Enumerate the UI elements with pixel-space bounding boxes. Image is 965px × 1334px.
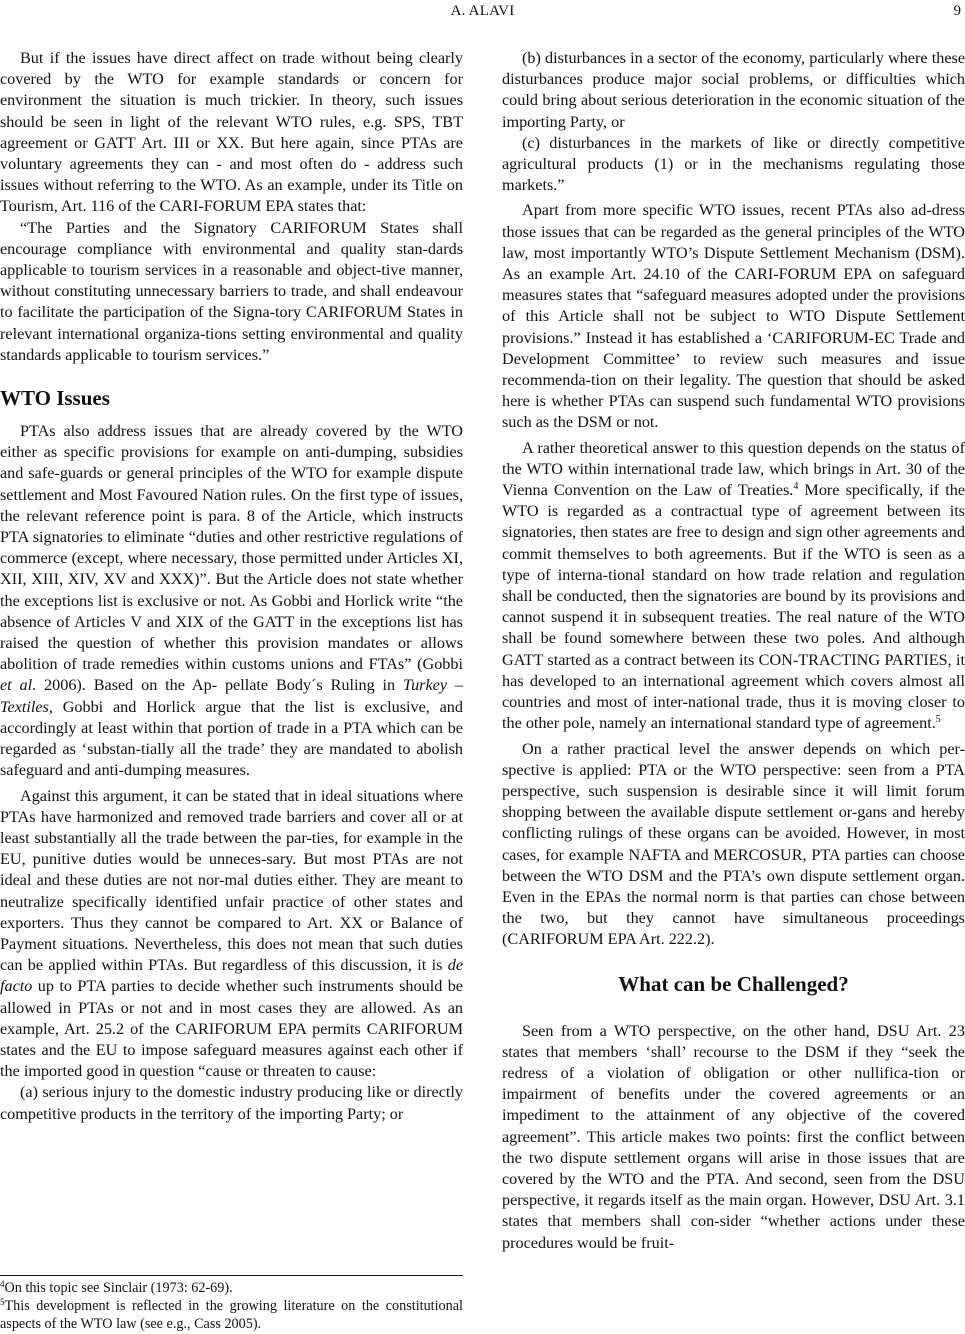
paragraph-against-argument [0,786,463,1083]
quoted-article-116: “The Parties and the Signatory CARIFORUM States shall encourage compliance with environmental and quality stan-dards applicable to tourism services in a reasonable and object-tive manner, without constituting unnecessary barriers to trade, and shall endeavour to facilitate the participation of the Signa-tory CARIFORUM States in relevant international organiza-tions setting environmental and quality standards applicable to tourism services.” [0,218,463,364]
text-run: . 2006). Based on the Ap- pellate Body´s Ruling in [32,676,403,695]
italic-et-al: et al [0,676,33,695]
text-run: A rather theoretical answer to this question depends on the status of the WTO within international trade law, which brings in Art. 30 of the Vienna Convention on the Law of Treaties. [502,438,965,500]
right-column [502,48,965,1254]
page-number: 9 [953,3,961,19]
list-item-b: (b) disturbances in a sector of the economy, particularly where these disturbances produce major social problems, or difficulties which could bring about serious deterioration in the economic situation of the importing Party, or [502,49,965,131]
footnote-mark: 4 [0,1279,5,1289]
italic-de-facto: de facto [0,956,463,996]
footnote-mark: 5 [0,1297,5,1307]
text-run: up to PTA parties to decide whether such instruments should be allowed in PTAs or not and in most cases they are allowed. As an example, Art. 25.2 of the CARIFORUM EPA permits CARIFORUM states and the EU to impose safeguard measures against each other if the imported good in question “cause or threaten to cause: [0,977,463,1081]
text-run: More specifically, if the WTO is regarded as a contractual type of agreement between its signatories, then states are free to design and sign other agreements and commit themselves to both agreements. But if the WTO is seen as a type of interna-tional standard on how trade relation and regulation shall be conducted, then the signatories are bound by its provisions and cannot suspend it in subsequent treaties. The real nature of the WTO shall be found somewhere between these two poles. And although GATT started as a contract between its CON-TRACTING PARTIES, it has developed to an international agreement which covers almost all countries and most of inter-national trade, thus it is moving closer to the other pole, namely an international standard type of agreement. [502,481,965,733]
footnote-ref-4[interactable]: 4 [793,481,799,493]
italic-case-name: Turkey – Textiles [0,676,463,716]
list-item-a: (a) serious injury to the domestic industry producing like or directly competitive products in the territory of the importing Party; or [0,1083,463,1123]
section-heading-wto-issues: WTO Issues [0,386,110,411]
footnotes [0,1275,463,1333]
text-run: , Gobbi and Horlick argue that the list is exclusive, and accordingly at least within that portion of trade in a PTA which can be regarded as ‘substan-tially all the trade’ they are mandated to abolish safeguard and anti-dumping measures. [0,697,463,780]
paragraph-general-principles: Apart from more specific WTO issues, recent PTAs also ad-dress those issues that can be regarded as the general principles of the WTO law, most importantly WTO’s Dispute Settlement Mechanism (DSM). As an example Art. 24.10 of the CARI-FORUM EPA on safeguard measures states that “safeguard measures adopted under the provisions of this Article shall not be subject to WTO Dispute Settlement provisions.” Instead it has established a ‘CARIFORUM-EC Trade and Development Committee’ to review such measures and issue recommenda-tion on their legality. The question that should be asked here is whether PTAs can suspend such fundamental WTO provisions such as the DSM or not. [502,201,965,432]
paragraph-dsu-article-23: Seen from a WTO perspective, on the other hand, DSU Art. 23 states that members ‘shall’ recourse to the DSM if they “seek the redress of a violation of obligation or other nullifica-tion or impairment of benefits under the covered agreements or an impediment to the attainment of any objective of the covered agreement”. This article makes two points: first the conflict between the two dispute settlement organs will arise in those issues that are covered by the WTO and the PTA. And second, seen from the DSU perspective, it regards itself as the main organ. However, DSU Art. 3.1 states that members shall con-sider “whether actions under these procedures would be fruit- [502,1021,965,1252]
paragraph-theoretical-answer [502,438,965,735]
footnote-text: On this topic see Sinclair (1973: 62-69). [4,1280,233,1296]
text-run: PTAs also address issues that are already covered by the WTO either as specific provisions for example on anti-dumping, subsidies and safe-guards or general principles of the WTO for example dispute settlement and Most Favoured Nation rules. On the first type of issues, the relevant reference point is para. 8 of the Article, which instructs PTA signatories to eliminate “duties and other restrictive regulations of commerce (except, where necessary, those permitted under Articles XI, XII, XIII, XIV, XV and XXX)”. But the Article does not state whether the exceptions list is exclusive or not. As Gobbi and Horlick write “the absence of Articles V and XIX of the GATT in the exceptions list has raised the question of whether this provision mandates or allows abolition of trade remedies within customs unions and FTAs” (Gobbi [0,422,463,674]
running-header [0,0,965,24]
paragraph-practical-level: On a rather practical level the answer depends on which per-spective is applied: PTA or the WTO perspective: seen from a PTA perspective, such suspension is desirable since it will limit forum shopping between the available dispute settlement or-gans and hereby conflicting rulings of these organs can be avoided. However, in most cases, for example NAFTA and MERCOSUR, PTA parties can choose between the WTO DSM and the PTA’s own dispute settlement organ. Even in the EPAs the normal norm is that parties can chose between the two, but they cannot have simultaneous proceedings (CARIFORUM EPA Art. 222.2). [502,739,965,949]
paragraph-environment-issues: But if the issues have direct affect on trade without being clearly covered by the WTO for example standards or concern for environment the situation is much trickier. In theory, such issues should be seen in light of the relevant WTO rules, e.g. SPS, TBT agreement or GATT Art. III or XX. But here again, since PTAs are voluntary agreements they can - and most often do - address such issues without referring to the WTO. As an example, under its Title on Tourism, Art. 116 of the CARI-FORUM EPA states that: [0,49,463,216]
paragraph-wto-issues [0,421,463,781]
footnote-ref-5[interactable]: 5 [935,714,941,726]
footnote-text: This development is reflected in the growing literature on the constitutional aspects of the WTO law (see e.g., Cass 2005). [0,1298,463,1332]
text-run: Against this argument, it can be stated that in ideal situations where PTAs have harmonized and removed trade barriers and cover all or at least substantially all the trade between the par-ties, for example in the EU, punitive duties would be unneces-sary. But most PTAs are not ideal and these duties are not nor-mal duties either. They are meant to neutralize specifically identified unfair practice of other states and exporters. Thus they cannot be compared to Art. XX or Balance of Payment situations. Nevertheless, this does not mean that such duties can be applied within PTAs. But regardless of this discussion, it is [0,786,463,975]
running-head-author: A. ALAVI [450,3,515,19]
footnote-4 [0,1279,463,1297]
left-column [0,48,463,1125]
footnote-5 [0,1297,463,1333]
section-heading-what-can-be-challenged: What can be Challenged? [618,971,849,996]
list-item-c: (c) disturbances in the markets of like or directly competitive agricultural products (1) or in the mechanisms regulating those markets.” [502,133,965,195]
